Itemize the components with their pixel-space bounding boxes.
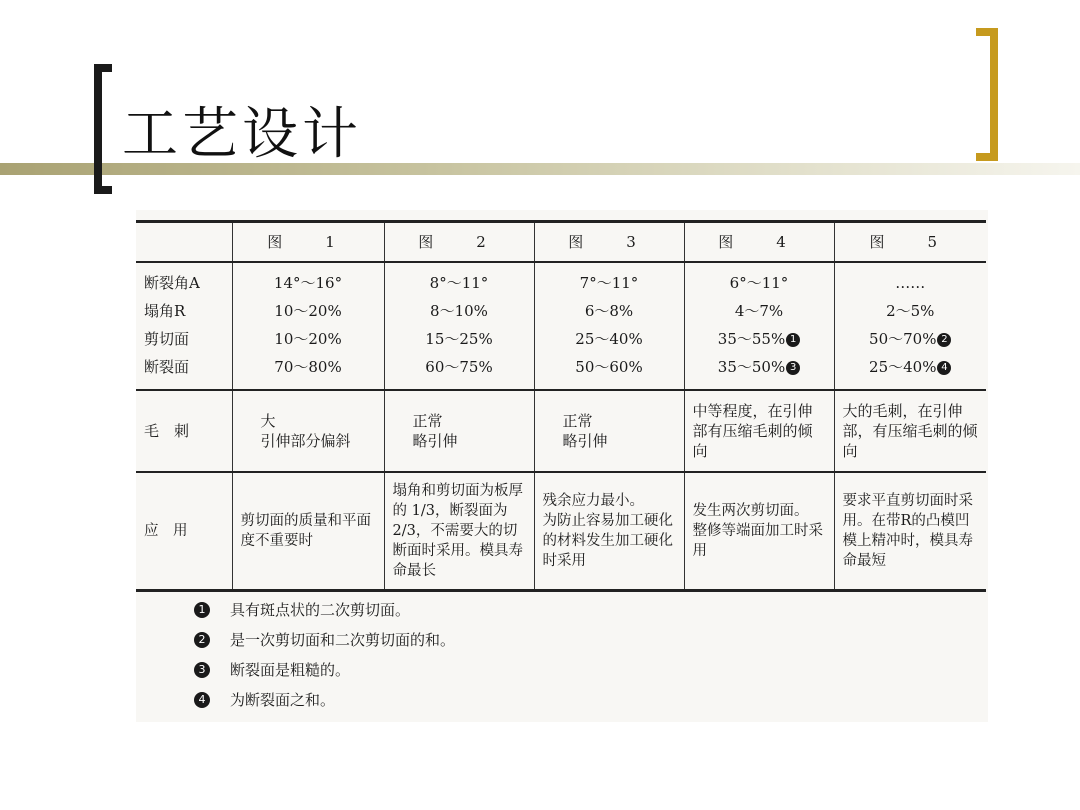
table-cell: 4～7%: [684, 297, 834, 325]
table-cell: 7°～11°: [534, 262, 684, 297]
table-cell: 中等程度，在引伸部有压缩毛刺的倾向: [684, 390, 834, 472]
table-cell: 8°～11°: [384, 262, 534, 297]
table-cell: 要求平直剪切面时采用。在带R的凸模凹模上精冲时，模具寿命最短: [834, 472, 986, 591]
table-cell: 剪切面的质量和平面度不重要时: [232, 472, 384, 591]
table-cell: 10～20%: [232, 325, 384, 353]
footnote-text: 是一次剪切面和二次剪切面的和。: [230, 631, 456, 649]
footnote-marker: 3: [194, 662, 210, 678]
header-cell: 图 5: [834, 222, 986, 263]
table-cell: 25～40%: [534, 325, 684, 353]
header-cell: 图 1: [232, 222, 384, 263]
header-cell: 图 4: [684, 222, 834, 263]
row-label: 毛 刺: [136, 390, 232, 472]
right-bracket-decoration: [976, 28, 998, 161]
table-cell: 35～55% 1: [684, 325, 834, 353]
footnote-text: 为断裂面之和。: [230, 691, 336, 709]
table-cell: 塌角和剪切面为板厚的 1/3，断裂面为 2/3，不需要大的切断面时采用。模具寿命最长: [384, 472, 534, 591]
table-cell: 60～75%: [384, 353, 534, 390]
table-header-row: [136, 222, 986, 263]
burr-row: [136, 390, 986, 472]
footnote-marker: 2: [194, 632, 210, 648]
footnotes: [194, 595, 894, 715]
row-label: 剪切面: [144, 330, 190, 348]
footnote-marker: 1: [194, 602, 210, 618]
table-cell: 大 引伸部分偏斜: [232, 390, 384, 472]
table-cell: 50～60%: [534, 353, 684, 390]
table-row: [136, 262, 986, 297]
footnote-text: 具有斑点状的二次剪切面。: [230, 601, 411, 619]
footnote-marker: 2: [937, 333, 951, 347]
footnote-text: 断裂面是粗糙的。: [230, 661, 351, 679]
footnote-item: [194, 685, 894, 715]
table-cell: 10～20%: [232, 297, 384, 325]
table-cell: 大的毛刺，在引伸部，有压缩毛刺的倾向: [834, 390, 986, 472]
row-label: 塌角R: [144, 302, 186, 320]
footnote-item: [194, 595, 894, 625]
footnote-marker: 4: [194, 692, 210, 708]
table-row: [136, 297, 986, 325]
table-cell: 35～50% 3: [684, 353, 834, 390]
table-cell: 2～5%: [834, 297, 986, 325]
footnote-marker: 1: [786, 333, 800, 347]
header-cell: 图 3: [534, 222, 684, 263]
table-row: [136, 325, 986, 353]
table-cell: ……: [834, 262, 986, 297]
footnote-item: [194, 655, 894, 685]
row-label: 断裂面: [136, 353, 232, 390]
row-label: 应 用: [136, 472, 232, 591]
table-cell: 正常 略引伸: [384, 390, 534, 472]
table-cell: 残余应力最小。 为防止容易加工硬化的材料发生加工硬化时采用: [534, 472, 684, 591]
table-cell: 6°～11°: [684, 262, 834, 297]
table-cell: 8～10%: [384, 297, 534, 325]
table-cell: 正常 略引伸: [534, 390, 684, 472]
row-label: 断裂角A: [144, 274, 200, 292]
table-cell: 6～8%: [534, 297, 684, 325]
slide-title: 工艺设计: [122, 102, 362, 167]
scanned-table-image: [136, 210, 988, 722]
table-cell: 发生两次剪切面。 整修等端面加工时采用: [684, 472, 834, 591]
process-table: [136, 220, 986, 592]
header-cell: [136, 222, 232, 263]
footnote-marker: 4: [937, 361, 951, 375]
table-cell: 14°～16°: [232, 262, 384, 297]
footnote-marker: 3: [786, 361, 800, 375]
footnote-item: [194, 625, 894, 655]
usage-row: [136, 472, 986, 591]
table-cell: 50～70% 2: [834, 325, 986, 353]
table-cell: 70～80%: [232, 353, 384, 390]
table-cell: 25～40% 4: [834, 353, 986, 390]
table-row: [136, 353, 986, 390]
header-cell: 图 2: [384, 222, 534, 263]
left-bracket-decoration: [94, 64, 112, 194]
table-cell: 15～25%: [384, 325, 534, 353]
